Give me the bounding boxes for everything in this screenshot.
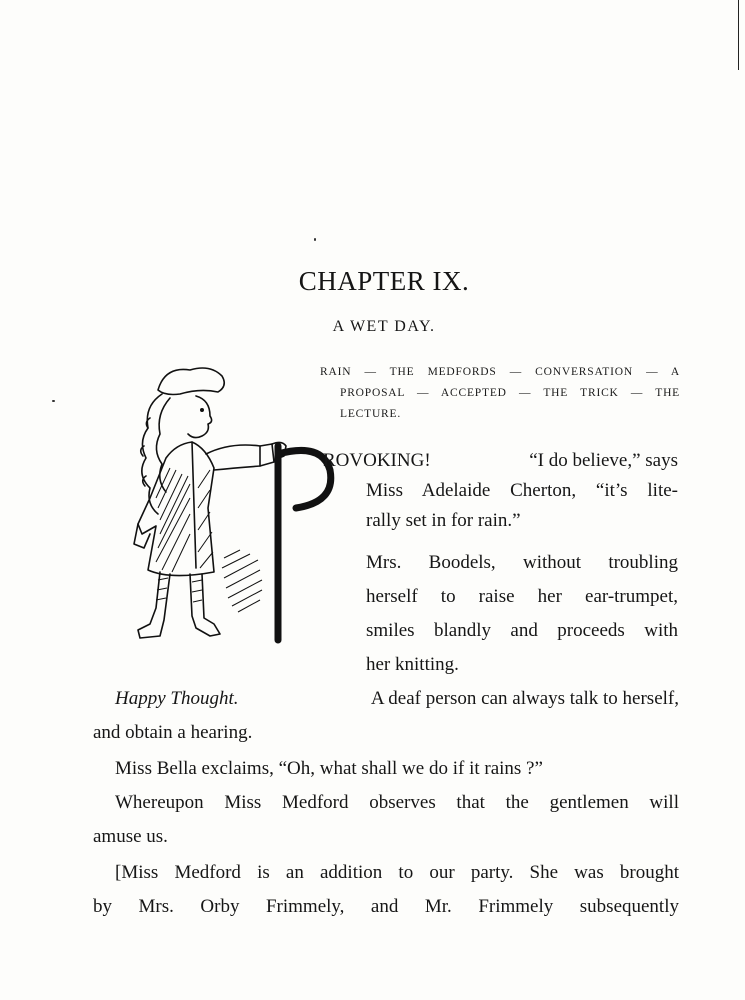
chapter-synopsis xyxy=(320,362,680,425)
text-line: by Mrs. Orby Frimmely, and Mr. Frimmely subsequently xyxy=(93,896,679,917)
text-line: her knitting. xyxy=(366,654,459,675)
opening-line xyxy=(323,446,678,476)
text-line: Miss Bella exclaims, “Oh, what shall we do if it rains ?” xyxy=(115,758,543,779)
text-line: rally set in for rain.” xyxy=(366,510,521,531)
text-line: [Miss Medford is an addition to our party. She was brought xyxy=(115,862,679,883)
drop-cap-word: ROVOKING! xyxy=(323,450,431,471)
chapter-subtitle: A WET DAY. xyxy=(332,318,436,335)
text-line: Mrs. Boodels, without troubling xyxy=(366,552,678,573)
text-line: Miss Adelaide Cherton, “it’s lite- xyxy=(366,480,678,501)
synopsis-text: RAIN — THE MEDFORDS — CONVERSATION — A PROPOSAL — ACCEPTED — THE TRICK — THE LECTURE. xyxy=(320,366,680,420)
page-edge-line xyxy=(738,0,739,70)
ink-speck xyxy=(314,238,316,241)
opening-line-rest: “I do believe,” says xyxy=(529,450,678,471)
ink-speck xyxy=(52,400,55,402)
happy-thought-text: A deaf person can always talk to herself, xyxy=(370,688,679,709)
text-line: Whereupon Miss Medford observes that the gentlemen will xyxy=(115,792,679,813)
happy-thought-label: Happy Thought. xyxy=(115,688,239,709)
text-line: smiles blandly and proceeds with xyxy=(366,620,678,641)
drop-cap-illustration xyxy=(110,358,340,648)
chapter-title: CHAPTER IX. xyxy=(298,266,470,296)
happy-thought-line xyxy=(115,684,679,714)
text-line: and obtain a hearing. xyxy=(93,722,253,743)
text-line: amuse us. xyxy=(93,826,168,847)
text-line: herself to raise her ear-trumpet, xyxy=(366,586,678,607)
